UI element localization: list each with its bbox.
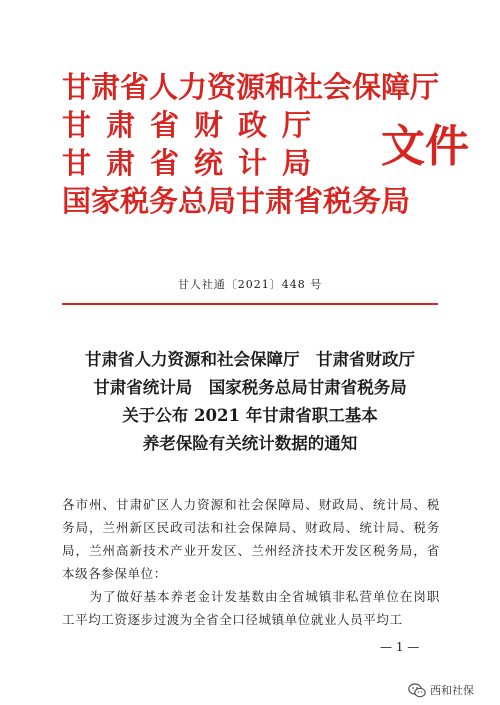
title-line: 关于公布 2021 年甘肃省职工基本	[122, 406, 378, 425]
page-number: — 1 —	[380, 640, 420, 654]
issuer-statistics: 甘肃省统计局	[62, 146, 327, 180]
body-paragraph: 为了做好基本养老金计发基数由全省城镇非私营单位在岗职工平均工资逐步过渡为全省全口径城镇单位就业人员平均工	[62, 589, 440, 627]
document-number: 甘人社通〔2021〕448 号	[177, 278, 323, 291]
issuer-finance: 甘肃省财政厅	[62, 108, 327, 142]
title-line: 甘肃省人力资源和社会保障厅 甘肃省财政厅	[85, 350, 415, 369]
issuer-hrss: 甘肃省人力资源和社会保障厅	[62, 70, 440, 104]
title-line: 养老保险有关统计数据的通知	[142, 434, 358, 453]
document-title	[40, 346, 460, 458]
wechat-icon	[408, 683, 426, 698]
issuer-tax: 国家税务总局甘肃省税务局	[62, 184, 411, 218]
wechat-watermark	[408, 680, 474, 700]
red-divider	[62, 303, 438, 305]
addressees: 各市州、甘肃矿区人力资源和社会保障局、财政局、统计局、税务局，兰州新区民政司法和社会保障局、财政局、统计局、税务局，兰州高新技术产业开发区、兰州经济技术开发区税务局，省本级各参保单位：	[62, 497, 440, 581]
document-label: 文件	[381, 121, 469, 172]
watermark-label: 西和社保	[430, 684, 474, 697]
title-line: 甘肃省统计局 国家税务总局甘肃省税务局	[93, 378, 407, 397]
